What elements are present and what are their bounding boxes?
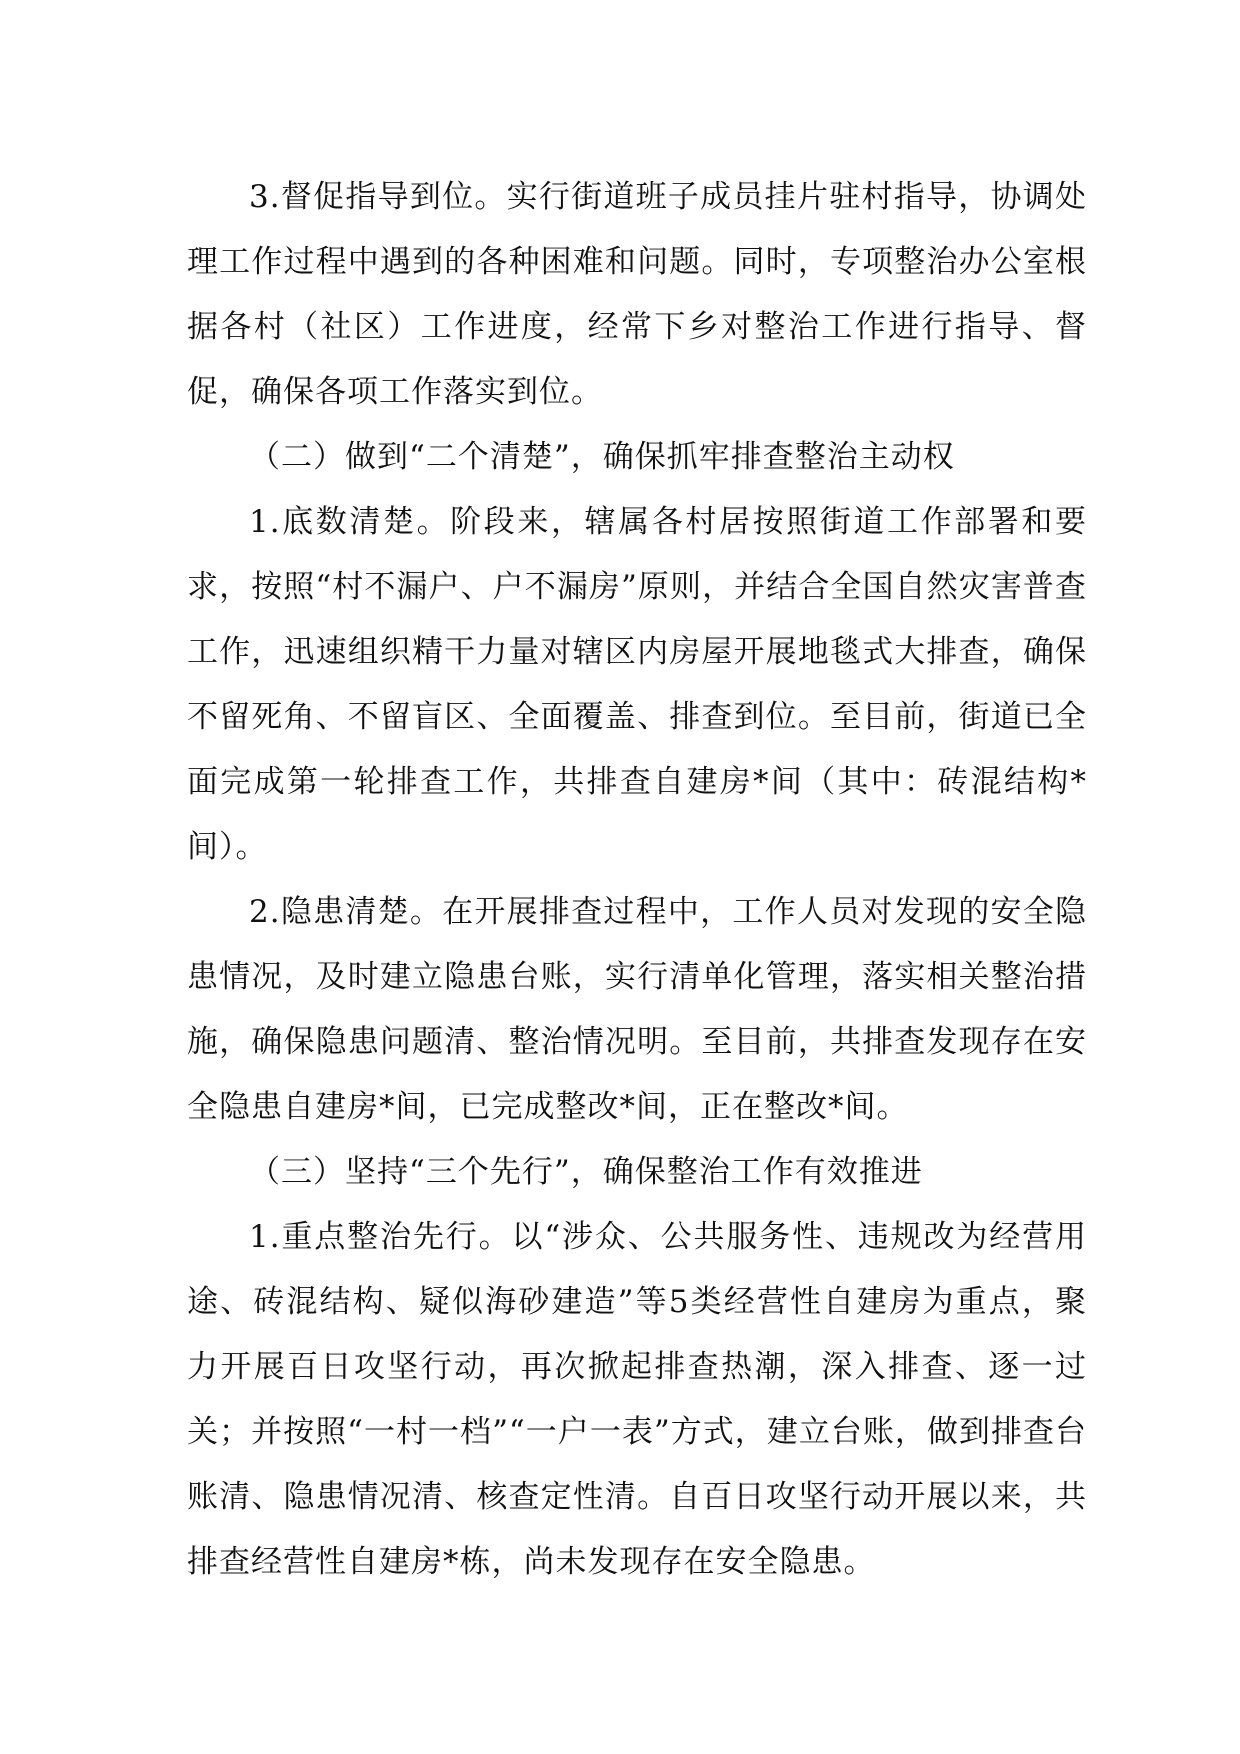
paragraph-key-rectification: 1.重点整治先行。以“涉众、公共服务性、违规改为经营用途、砖混结构、疑似海砂建造”等5类经营性自建房为重点，聚力开展百日攻坚行动，再次掀起排查热潮，深入排查、逐一过关；并按照“一村一档”“一户一表”方式，建立台账，做到排查台账清、隐患情况清、核查定性清。自百日攻坚行动开展以来，共排查经营性自建房*栋，尚未发现存在安全隐患。: [187, 1219, 1087, 1580]
section-heading-three-first: （三）坚持“三个先行”，确保整治工作有效推进: [249, 1154, 923, 1190]
paragraph-hazards: 2.隐患清楚。在开展排查过程中，工作人员对发现的安全隐患情况，及时建立隐患台账，实行清单化管理，落实相关整治措施，确保隐患问题清、整治情况明。至目前，共排查发现存在安全隐患自建房*间，已完成整改*间，正在整改*间。: [187, 894, 1087, 1125]
document-body: [187, 165, 1087, 1595]
paragraph-base-count: 1.底数清楚。阶段来，辖属各村居按照街道工作部署和要求，按照“村不漏户、户不漏房”原则，并结合全国自然灾害普查工作，迅速组织精干力量对辖区内房屋开展地毯式大排查，确保不留死角、不留盲区、全面覆盖、排查到位。至目前，街道已全面完成第一轮排查工作，共排查自建房*间（其中：砖混结构*间）。: [187, 504, 1087, 865]
section-heading-two-clear: （二）做到“二个清楚”，确保抓牢排查整治主动权: [249, 439, 955, 475]
paragraph-supervision: 3.督促指导到位。实行街道班子成员挂片驻村指导，协调处理工作过程中遇到的各种困难和问题。同时，专项整治办公室根据各村（社区）工作进度，经常下乡对整治工作进行指导、督促，确保各项工作落实到位。: [187, 179, 1087, 410]
